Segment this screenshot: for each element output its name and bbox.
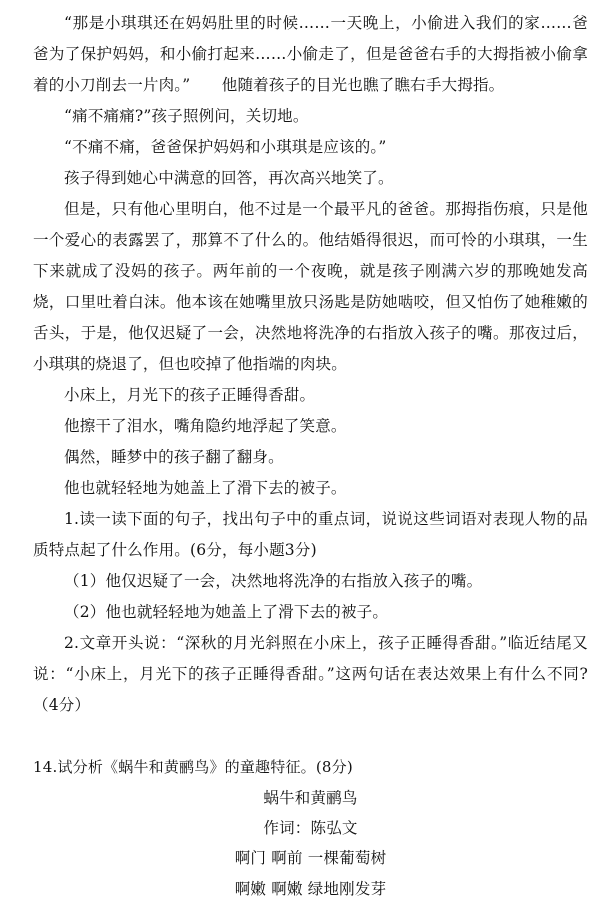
story-paragraph: 但是，只有他心里明白，他不过是一个最平凡的爸爸。那拇指伤痕，只是他一个爱心的表露罢了，那算不了什么的。他结婚得很迟，而可怜的小琪琪，一生下来就成了没妈的孩子。两年前的一个夜晚，就是孩子刚满六岁的那晚她发高烧，口里吐着白沫。他本该在她嘴里放只汤匙是防她啮咬，但又怕伤了她稚嫩的舌头，于是，他仅迟疑了一会，决然地将洗净的右指放入孩子的嘴。那夜过后，小琪琪的烧退了，但也咬掉了他指端的肉块。 [33, 200, 588, 373]
story-paragraph: “不痛不痛，爸爸保护妈妈和小琪琪是应该的。” [64, 138, 387, 156]
story-paragraph: 小床上，月光下的孩子正睡得香甜。 [64, 386, 316, 404]
section-gap [33, 721, 588, 752]
story-paragraph: 他也就轻轻地为她盖上了滑下去的被子。 [64, 479, 347, 497]
song-title: 蜗牛和黄鹂鸟 [263, 789, 358, 807]
story-paragraph: “那是小琪琪还在妈妈肚里的时候……一天晚上，小偷进入我们的家……爸爸为了保护妈妈，和小偷打起来……小偷走了，但是爸爸右手的大拇指被小偷拿着的小刀削去一片肉。” 他随着孩子的目光也瞧了瞧右手大拇指。 [33, 14, 588, 94]
question-1-item: （2）他也就轻轻地为她盖上了滑下去的被子。 [64, 603, 389, 621]
question-2: 2.文章开头说：“深秋的月光斜照在小床上，孩子正睡得香甜。”临近结尾又说：“小床上，月光下的孩子正睡得香甜。”这两句话在表达效果上有什么不同?（4分） [33, 634, 588, 714]
song-lyric-line: 啊门 啊前 一棵葡萄树 [234, 849, 387, 867]
story-paragraph: “痛不痛痛?”孩子照例问，关切地。 [64, 107, 309, 125]
song-lyricist: 作词：陈弘文 [263, 819, 358, 837]
question-14-prompt: 14.试分析《蜗牛和黄鹂鸟》的童趣特征。(8分) [33, 758, 353, 776]
story-paragraph: 孩子得到她心中满意的回答，再次高兴地笑了。 [64, 169, 394, 187]
question-1-item: （1）他仅迟疑了一会，决然地将洗净的右指放入孩子的嘴。 [64, 572, 483, 590]
question-1: 1.读一读下面的句子，找出句子中的重点词，说说这些词语对表现人物的品质特点起了什么作用。(6分，每小题3分) [33, 510, 588, 559]
story-paragraph: 偶然，睡梦中的孩子翻了翻身。 [64, 448, 284, 466]
story-paragraph: 他擦干了泪水，嘴角隐约地浮起了笑意。 [64, 417, 347, 435]
song-lyric-line: 啊嫩 啊嫩 绿地刚发芽 [234, 880, 387, 898]
reading-passage [33, 8, 588, 905]
